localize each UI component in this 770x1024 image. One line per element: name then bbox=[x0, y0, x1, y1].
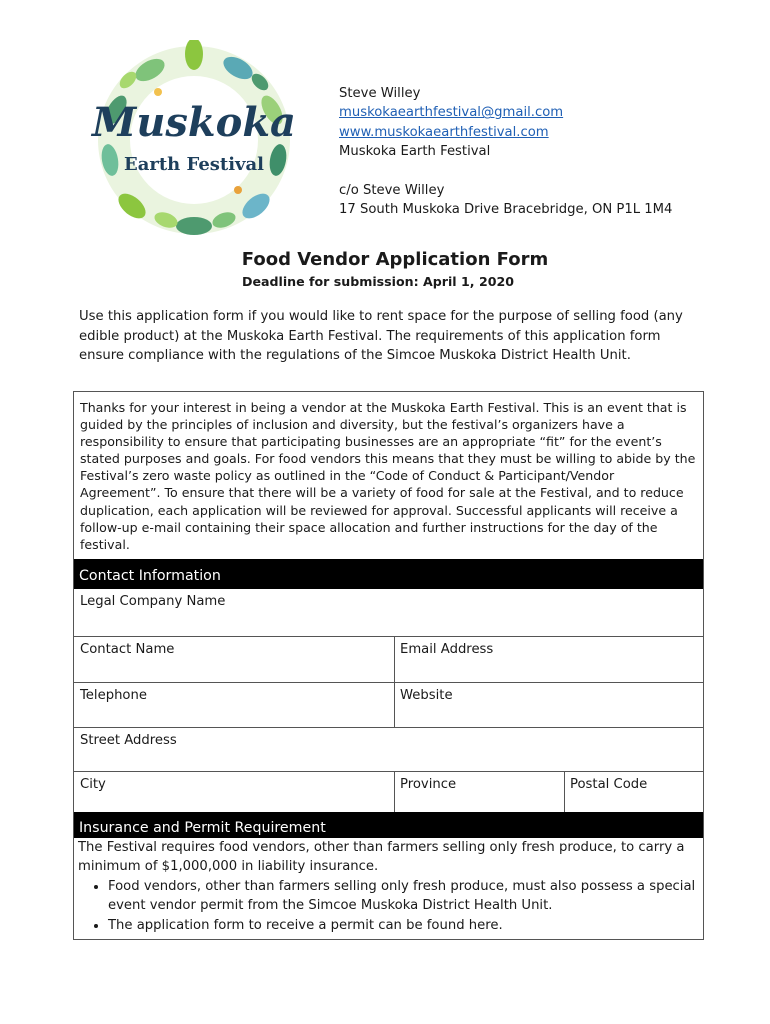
contact-section-header: Contact Information bbox=[74, 559, 703, 589]
org-name: Muskoka Earth Festival bbox=[339, 144, 491, 160]
street-address-label: Street Address bbox=[80, 733, 177, 748]
contact-name-label: Contact Name bbox=[80, 642, 175, 657]
contact-name-field[interactable] bbox=[74, 637, 394, 683]
contact-name: Steve Willey bbox=[339, 86, 421, 101]
postal-code-label: Postal Code bbox=[570, 777, 648, 792]
telephone-field[interactable] bbox=[74, 683, 394, 728]
logo-wreath-icon bbox=[88, 40, 300, 240]
deadline: Deadline for submission: April 1, 2020 bbox=[242, 274, 514, 289]
postal-code-field[interactable] bbox=[564, 772, 703, 812]
website-field[interactable] bbox=[394, 683, 703, 728]
festival-logo bbox=[88, 40, 300, 240]
insurance-text: The Festival requires food vendors, other than farmers selling only fresh produce, to carry a minimum of $1,000,000 in liability insurance. bbox=[78, 840, 685, 875]
province-field[interactable] bbox=[394, 772, 564, 812]
website-link[interactable]: www.muskokaearthfestival.com bbox=[339, 124, 549, 140]
city-label: City bbox=[80, 777, 106, 792]
province-label: Province bbox=[400, 777, 457, 792]
list-item: • The application form to receive a permit can be found here. bbox=[108, 916, 698, 935]
telephone-label: Telephone bbox=[80, 688, 147, 703]
care-of: c/o Steve Willey bbox=[339, 182, 445, 198]
insurance-section-header: Insurance and Permit Requirement bbox=[74, 812, 703, 838]
intro-paragraph: Use this application form if you would like to rent space for the purpose of selling food (any edible product) at the Muskoka Earth Festival. The requirements of this application form ensure compliance with the regulations of the Simcoe Muskoka District Health Unit. bbox=[79, 309, 683, 364]
form-title: Food Vendor Application Form bbox=[241, 249, 549, 270]
email-link[interactable]: muskokaearthfestival@gmail.com bbox=[339, 105, 564, 121]
mailing-address: 17 South Muskoka Drive Bracebridge, ON P1L 1M4 bbox=[339, 202, 673, 218]
divider bbox=[564, 772, 565, 812]
svg-text:Muskoka: Muskoka bbox=[92, 99, 296, 146]
company-name-label: Legal Company Name bbox=[80, 594, 226, 609]
insurance-bullets bbox=[78, 877, 698, 935]
thanks-paragraph: Thanks for your interest in being a vendor at the Muskoka Earth Festival. This is an event that is guided by the principles of inclusion and diversity, but the festival’s organizers have a responsibility to ensure that participating businesses are an appropriate “fit” for the event’s stated purposes and goals. For food vendors this means that they must be willing to abide by the Festival’s zero waste policy as outlined in the “Code of Conduct & Participant/Vendor Agreement”. To ensure that there will be a variety of food for sale at the Festival, and to reduce duplication, each application will be reviewed for approval. Successful applicants will receive a follow-up e-mail containing their space allocation and further instructions for the day of the festival. bbox=[80, 400, 696, 552]
website-label: Website bbox=[400, 688, 453, 703]
company-name-field[interactable] bbox=[74, 589, 703, 637]
divider bbox=[394, 637, 395, 728]
divider bbox=[394, 772, 395, 812]
email-field[interactable] bbox=[394, 637, 703, 683]
insurance-content bbox=[78, 838, 698, 935]
city-field[interactable] bbox=[74, 772, 394, 812]
list-item: • Food vendors, other than farmers selling only fresh produce, must also possess a special event vendor permit from the Simcoe Muskoka District Health Unit. bbox=[108, 877, 698, 916]
street-address-field[interactable] bbox=[74, 728, 703, 772]
svg-text:Earth Festival: Earth Festival bbox=[123, 154, 265, 175]
organizer-contact bbox=[339, 84, 672, 219]
form-box bbox=[73, 391, 704, 940]
email-label: Email Address bbox=[400, 642, 494, 657]
